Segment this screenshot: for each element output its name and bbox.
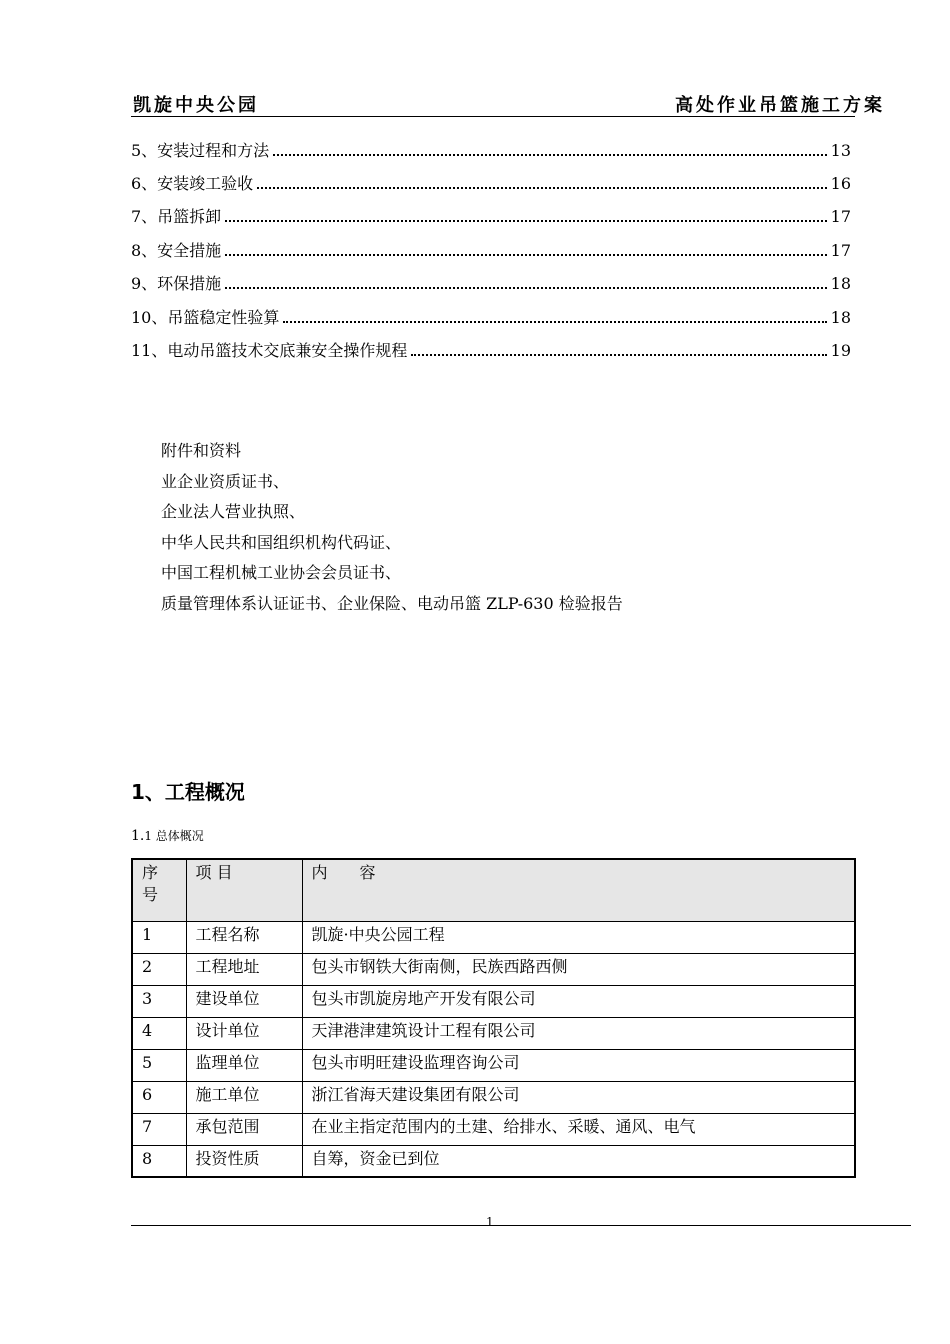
toc-entry-label: 10、吊篮稳定性验算 [131,307,280,327]
page-header [131,88,885,117]
header-cell-content: 内 容 [302,859,855,921]
toc-entry-label: 6、安装竣工验收 [131,174,254,194]
toc-dot-leader [273,140,826,156]
attachment-item: 业企业资质证书、 [161,471,290,491]
toc-entry[interactable] [131,268,851,301]
table-of-contents [131,134,851,368]
cell-content: 包头市凯旋房地产开发有限公司 [302,985,855,1017]
table-header-row [132,859,855,921]
toc-entry[interactable] [131,201,851,234]
toc-entry-page: 19 [830,341,851,361]
cell-item: 承包范围 [186,1113,302,1145]
cell-content: 凯旋·中央公园工程 [302,921,855,953]
toc-dot-leader [283,307,826,323]
cell-content: 包头市钢铁大街南侧，民族西路西侧 [302,953,855,985]
page-number: 1 [486,1215,494,1229]
toc-entry[interactable] [131,334,851,367]
header-cell-item: 项 目 [186,859,302,921]
toc-entry[interactable] [131,167,851,200]
table-row [132,1113,855,1145]
cell-number: 4 [132,1017,186,1049]
cell-number: 2 [132,953,186,985]
subsection-heading [131,827,204,844]
cell-item: 监理单位 [186,1049,302,1081]
table-row [132,1017,855,1049]
cell-item: 设计单位 [186,1017,302,1049]
attachment-item: 企业法人营业执照、 [161,502,306,521]
attachment-item: 质量管理体系认证证书、企业保险、电动吊篮 ZLP-630 检验报告 [161,593,623,613]
table-row [132,1049,855,1081]
subsection-number: 1. [131,828,145,844]
toc-entry[interactable] [131,234,851,267]
cell-number: 3 [132,985,186,1017]
table-row [132,953,855,985]
toc-entry-page: 18 [830,307,851,327]
cell-item: 工程地址 [186,953,302,985]
cell-number: 5 [132,1049,186,1081]
toc-entry[interactable] [131,301,851,334]
table-row [132,1145,855,1177]
toc-entry-label: 8、安全措施 [131,240,222,260]
cell-number: 1 [132,921,186,953]
cell-item: 建设单位 [186,985,302,1017]
toc-entry-label: 7、吊篮拆卸 [131,207,222,227]
attachment-item: 中华人民共和国组织机构代码证、 [161,532,402,552]
toc-dot-leader [225,240,826,256]
project-overview-table [131,858,856,1178]
cell-content: 浙江省海天建设集团有限公司 [302,1081,855,1113]
toc-entry[interactable] [131,134,851,167]
attachments-list [161,436,861,619]
cell-number: 8 [132,1145,186,1177]
cell-number: 6 [132,1081,186,1113]
table-row [132,921,855,953]
header-cell-number: 序号 [132,859,186,921]
header-project-name: 凯旋中央公园 [133,95,259,116]
table-row [132,1081,855,1113]
header-document-title: 高处作业吊篮施工方案 [675,95,885,116]
toc-entry-page: 13 [830,140,851,160]
cell-number: 7 [132,1113,186,1145]
footer-divider [131,1225,911,1226]
cell-item: 投资性质 [186,1145,302,1177]
toc-dot-leader [225,206,826,222]
cell-content: 包头市明旺建设监理咨询公司 [302,1049,855,1081]
toc-entry-label: 5、安装过程和方法 [131,140,270,160]
toc-dot-leader [411,340,826,356]
cell-content: 天津港津建筑设计工程有限公司 [302,1017,855,1049]
toc-entry-label: 9、环保措施 [131,274,222,294]
toc-entry-label: 11、电动吊篮技术交底兼安全操作规程 [131,341,408,361]
toc-entry-page: 18 [830,274,851,294]
cell-content: 在业主指定范围内的土建、给排水、采暖、通风、电气 [302,1113,855,1145]
cell-content: 自筹，资金已到位 [302,1145,855,1177]
section-heading: 1、工程概况 [131,780,245,804]
toc-entry-page: 16 [830,174,851,194]
toc-dot-leader [225,273,826,289]
attachments-title: 附件和资料 [161,441,242,460]
attachment-item: 中国工程机械工业协会会员证书、 [161,563,402,582]
toc-entry-page: 17 [830,240,851,260]
cell-item: 施工单位 [186,1081,302,1113]
toc-entry-page: 17 [830,207,851,227]
cell-item: 工程名称 [186,921,302,953]
table-row [132,985,855,1017]
toc-dot-leader [257,173,826,189]
subsection-title: 1 总体概况 [144,829,204,843]
